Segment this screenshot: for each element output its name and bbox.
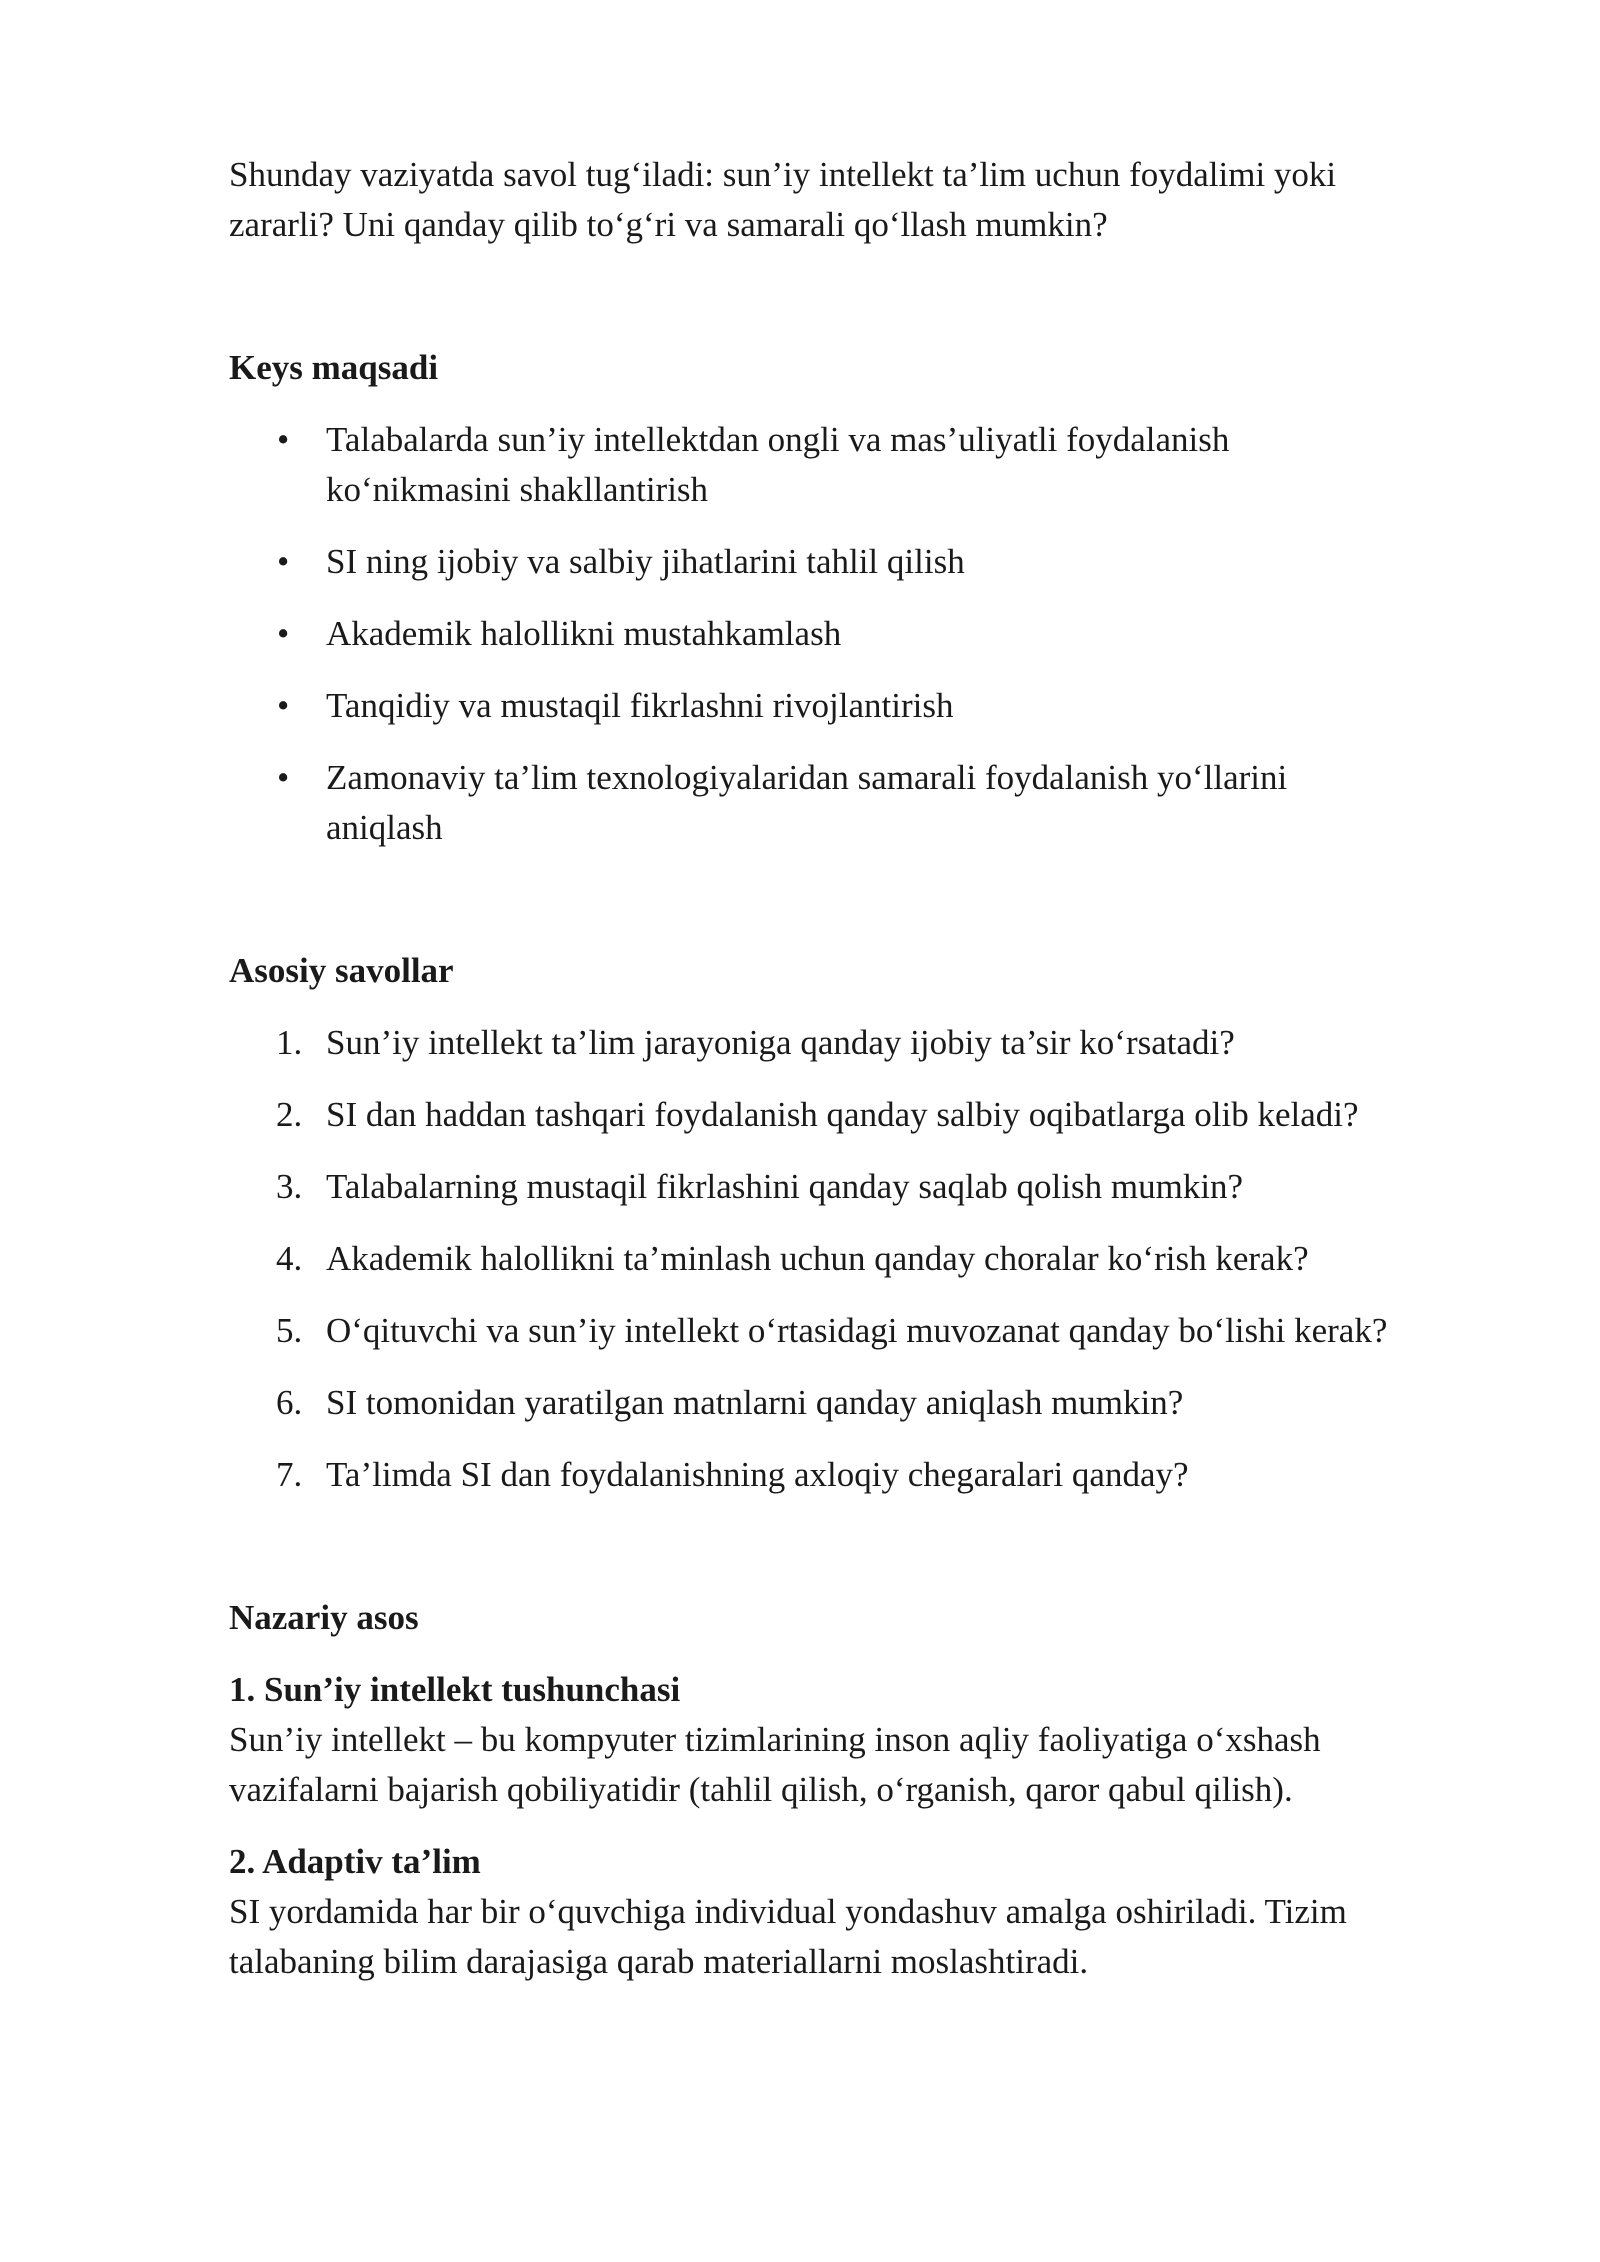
list-item — [229, 1378, 1499, 1428]
questions-list — [229, 1018, 1499, 1522]
list-item — [229, 1234, 1499, 1284]
list-item-text: Ta’limda SI dan foydalanishning axloqiy chegaralari qanday? — [326, 1455, 1189, 1494]
intro-line: Shunday vaziyatda savol tug‘iladi: sun’iy intellekt ta’lim uchun foydalimi yoki — [229, 155, 1337, 194]
list-item-line: ko‘nikmasini shakllantirish — [326, 470, 709, 509]
theory-section — [229, 1665, 1499, 1815]
list-item — [229, 1450, 1499, 1500]
goals-list — [229, 415, 1499, 875]
bullet-icon: • — [277, 542, 290, 581]
bullet-icon: • — [277, 614, 290, 653]
list-item-line: Tanqidiy va mustaqil fikrlashni rivojlantirish — [326, 686, 954, 725]
section-line: SI yordamida har bir o‘quvchiga individual yondashuv amalga oshiriladi. Tizim — [229, 1892, 1347, 1931]
list-item — [229, 415, 1499, 515]
list-item-text: SI tomonidan yaratilgan matnlarni qanday aniqlash mumkin? — [326, 1383, 1184, 1422]
list-number: 4. — [276, 1239, 303, 1278]
section-line: Sun’iy intellekt – bu kompyuter tizimlarining inson aqliy faoliyatiga o‘xshash — [229, 1720, 1321, 1759]
theory-section — [229, 1837, 1499, 1987]
list-item-line: SI ning ijobiy va salbiy jihatlarini tahlil qilish — [326, 542, 965, 581]
section-line: vazifalarni bajarish qobiliyatidir (tahlil qilish, o‘rganish, qaror qabul qilish). — [229, 1770, 1293, 1809]
bullet-icon: • — [277, 420, 290, 459]
list-item — [229, 681, 1499, 731]
list-item-text: SI dan haddan tashqari foydalanish qanday salbiy oqibatlarga olib keladi? — [326, 1095, 1359, 1134]
section-line: talabaning bilim darajasiga qarab materiallarni moslashtiradi. — [229, 1942, 1089, 1981]
list-number: 5. — [276, 1311, 303, 1350]
list-item-text: Akademik halollikni ta’minlash uchun qanday choralar ko‘rish kerak? — [326, 1239, 1309, 1278]
list-item-line: Talabalarda sun’iy intellektdan ongli va mas’uliyatli foydalanish — [326, 420, 1230, 459]
questions-heading: Asosiy savollar — [229, 951, 454, 990]
list-item-text: Talabalarning mustaqil fikrlashini qanday saqlab qolish mumkin? — [326, 1167, 1244, 1206]
list-number: 3. — [276, 1167, 303, 1206]
intro-line: zararli? Uni qanday qilib to‘g‘ri va samarali qo‘llash mumkin? — [229, 205, 1108, 244]
list-item — [229, 753, 1499, 853]
list-number: 1. — [276, 1023, 303, 1062]
list-item — [229, 537, 1499, 587]
list-item — [229, 1306, 1499, 1356]
list-number: 2. — [276, 1095, 303, 1134]
list-number: 6. — [276, 1383, 303, 1422]
bullet-icon: • — [277, 686, 290, 725]
intro-paragraph — [229, 150, 1499, 250]
section-title: 1. Sun’iy intellekt tushunchasi — [229, 1670, 681, 1709]
list-item — [229, 1162, 1499, 1212]
bullet-icon: • — [277, 758, 290, 797]
theory-heading: Nazariy asos — [229, 1598, 419, 1637]
list-item-line: aniqlash — [326, 808, 443, 847]
list-item-text: O‘qituvchi va sun’iy intellekt o‘rtasidagi muvozanat qanday bo‘lishi kerak? — [326, 1311, 1388, 1350]
list-number: 7. — [276, 1455, 303, 1494]
list-item-text: Sun’iy intellekt ta’lim jarayoniga qanday ijobiy ta’sir ko‘rsatadi? — [326, 1023, 1235, 1062]
section-title: 2. Adaptiv ta’lim — [229, 1842, 481, 1881]
list-item — [229, 1090, 1499, 1140]
goals-heading: Keys maqsadi — [229, 348, 439, 387]
list-item — [229, 609, 1499, 659]
list-item-line: Zamonaviy ta’lim texnologiyalaridan samarali foydalanish yo‘llarini — [326, 758, 1288, 797]
list-item-line: Akademik halollikni mustahkamlash — [326, 614, 842, 653]
list-item — [229, 1018, 1499, 1068]
